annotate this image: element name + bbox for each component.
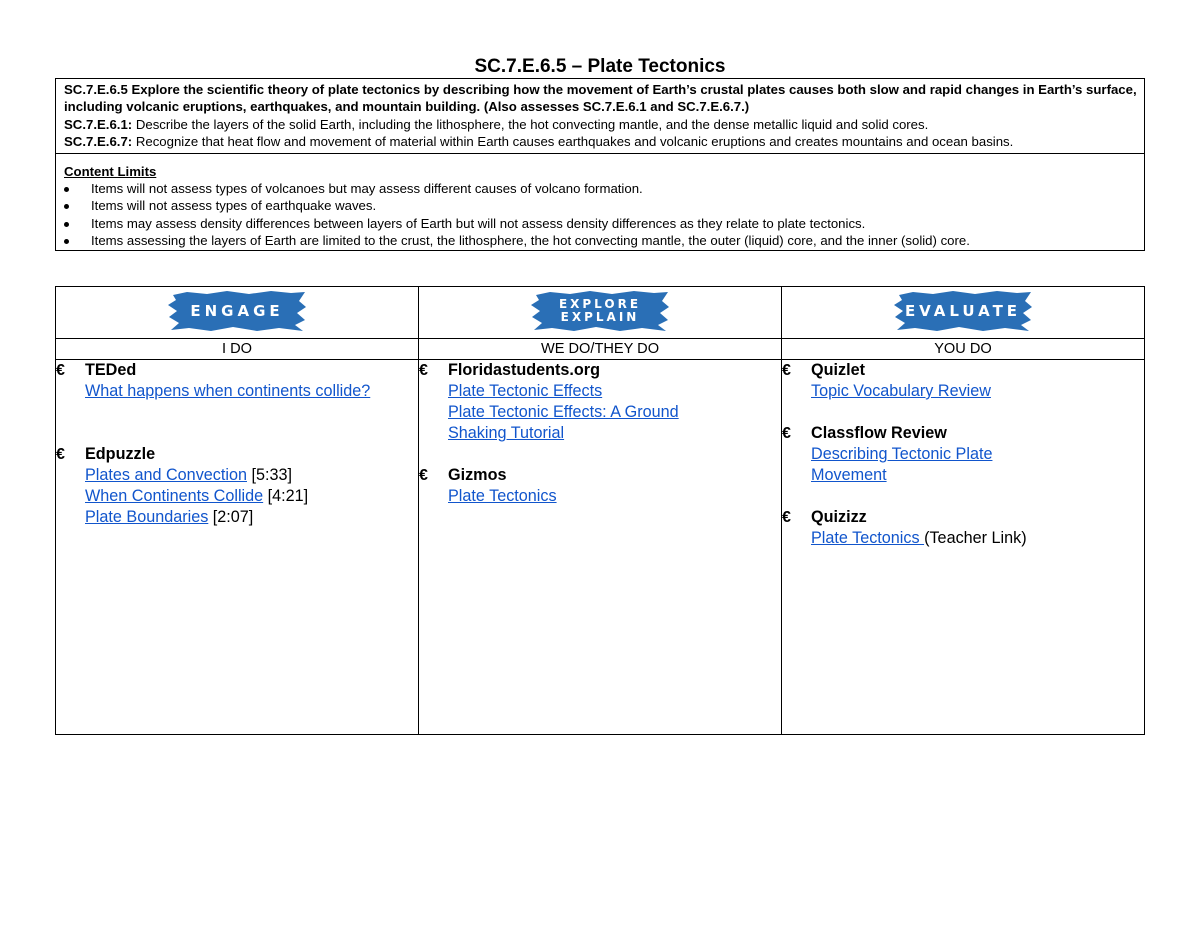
resource-link[interactable]: Plates and Convection — [85, 466, 247, 484]
item-title: Classflow Review — [811, 424, 947, 442]
engage-banner — [167, 289, 307, 333]
list-item — [56, 360, 418, 402]
list-item — [419, 360, 781, 444]
standards-box — [55, 78, 1145, 251]
bullet-icon — [64, 239, 69, 244]
engage-banner-text: ENGAGE — [190, 302, 284, 320]
standard-main: SC.7.E.6.5 Explore the scientific theory of plate tectonics by describing how the movement of Earth’s crustal plates causes both slow and rapid changes in Earth’s surface, including volcanic eruptions, earthquakes, and mountain building. (Also assesses SC.7.E.6.1 and SC.7.E.6.7.) — [64, 82, 1137, 115]
item-title: Quizizz — [811, 508, 867, 526]
euro-bullet-icon: € — [419, 362, 428, 379]
evaluate-content — [782, 360, 1145, 735]
resource-link[interactable]: What happens when continents collide? — [85, 382, 371, 400]
item-title: TEDed — [85, 361, 137, 379]
list-item — [782, 507, 1144, 549]
resource-link[interactable]: When Continents Collide — [85, 487, 264, 505]
euro-bullet-icon: € — [782, 509, 791, 526]
duration-label: [4:21] — [263, 487, 309, 505]
item-title: Gizmos — [448, 466, 507, 484]
engage-banner-cell — [56, 287, 419, 339]
euro-bullet-icon: € — [782, 425, 791, 442]
column-label-i-do: I DO — [56, 339, 419, 360]
euro-bullet-icon: € — [56, 446, 65, 463]
list-item — [782, 423, 1144, 486]
evaluate-banner-cell — [782, 287, 1145, 339]
standard-2-code: SC.7.E.6.7: — [64, 134, 133, 150]
duration-label: [2:07] — [208, 508, 254, 526]
content-limits — [56, 153, 1144, 250]
list-item: Items will not assess types of volcanoes but may assess different causes of volcano formation. — [64, 180, 1137, 197]
resource-link[interactable]: Plate Tectonics — [811, 529, 925, 547]
euro-bullet-icon: € — [782, 362, 791, 379]
page-title: SC.7.E.6.5 – Plate Tectonics — [474, 56, 726, 77]
explore-banner-line: EXPLORE — [558, 297, 642, 311]
engage-content — [56, 360, 419, 735]
bullet-icon — [64, 187, 69, 192]
explore-content — [419, 360, 782, 735]
euro-bullet-icon: € — [56, 362, 65, 379]
evaluate-banner — [893, 289, 1033, 333]
standard-2-text: Recognize that heat flow and movement of material within Earth causes earthquakes and volcanic eruptions and creates mountains and ocean basins. — [132, 134, 1014, 150]
evaluate-banner-text: EVALUATE — [904, 302, 1022, 320]
explore-explain-banner — [530, 289, 670, 333]
column-label-you-do: YOU DO — [782, 339, 1145, 360]
resource-link[interactable]: Topic Vocabulary Review — [811, 382, 991, 400]
list-item: Items will not assess types of earthquake waves. — [64, 197, 1137, 214]
list-item: Items assessing the layers of Earth are limited to the crust, the lithosphere, the hot convecting mantle, the outer (liquid) core, and the inner (solid) core. — [64, 232, 1137, 249]
list-item — [782, 360, 1144, 402]
content-limits-heading: Content Limits — [64, 163, 157, 179]
resource-link[interactable]: Plate Tectonic Effects — [448, 382, 603, 400]
explore-explain-banner-text — [530, 289, 670, 333]
teacher-link-label: (Teacher Link) — [924, 529, 1027, 547]
bullet-icon — [64, 222, 69, 227]
item-title: Quizlet — [811, 361, 865, 379]
resource-link[interactable]: Plate Tectonics — [448, 487, 557, 505]
standard-1-text: Describe the layers of the solid Earth, including the lithosphere, the hot convecting mantle, and the dense metallic liquid and solid cores. — [132, 116, 929, 132]
column-label-we-do: WE DO/THEY DO — [419, 339, 782, 360]
explain-banner-line: EXPLAIN — [560, 310, 640, 324]
content-limits-list — [64, 180, 1137, 250]
resource-link[interactable]: Plate Boundaries — [85, 508, 209, 526]
euro-bullet-icon: € — [419, 467, 428, 484]
resource-link[interactable]: Plate Tectonic Effects: A Ground Shaking Tutorial — [448, 403, 679, 442]
duration-label: [5:33] — [246, 466, 292, 484]
standard-1-code: SC.7.E.6.1: — [64, 116, 133, 132]
explore-banner-cell — [419, 287, 782, 339]
list-item — [56, 444, 418, 528]
lesson-table — [55, 286, 1145, 735]
resource-link[interactable]: Describing Tectonic Plate Movement — [811, 445, 993, 484]
bullet-icon — [64, 204, 69, 209]
standards-description — [56, 79, 1144, 153]
list-item: Items may assess density differences between layers of Earth but will not assess density differences as they relate to plate tectonics. — [64, 215, 1137, 232]
item-title: Edpuzzle — [85, 445, 156, 463]
list-item — [419, 465, 781, 507]
item-title: Floridastudents.org — [448, 361, 600, 379]
